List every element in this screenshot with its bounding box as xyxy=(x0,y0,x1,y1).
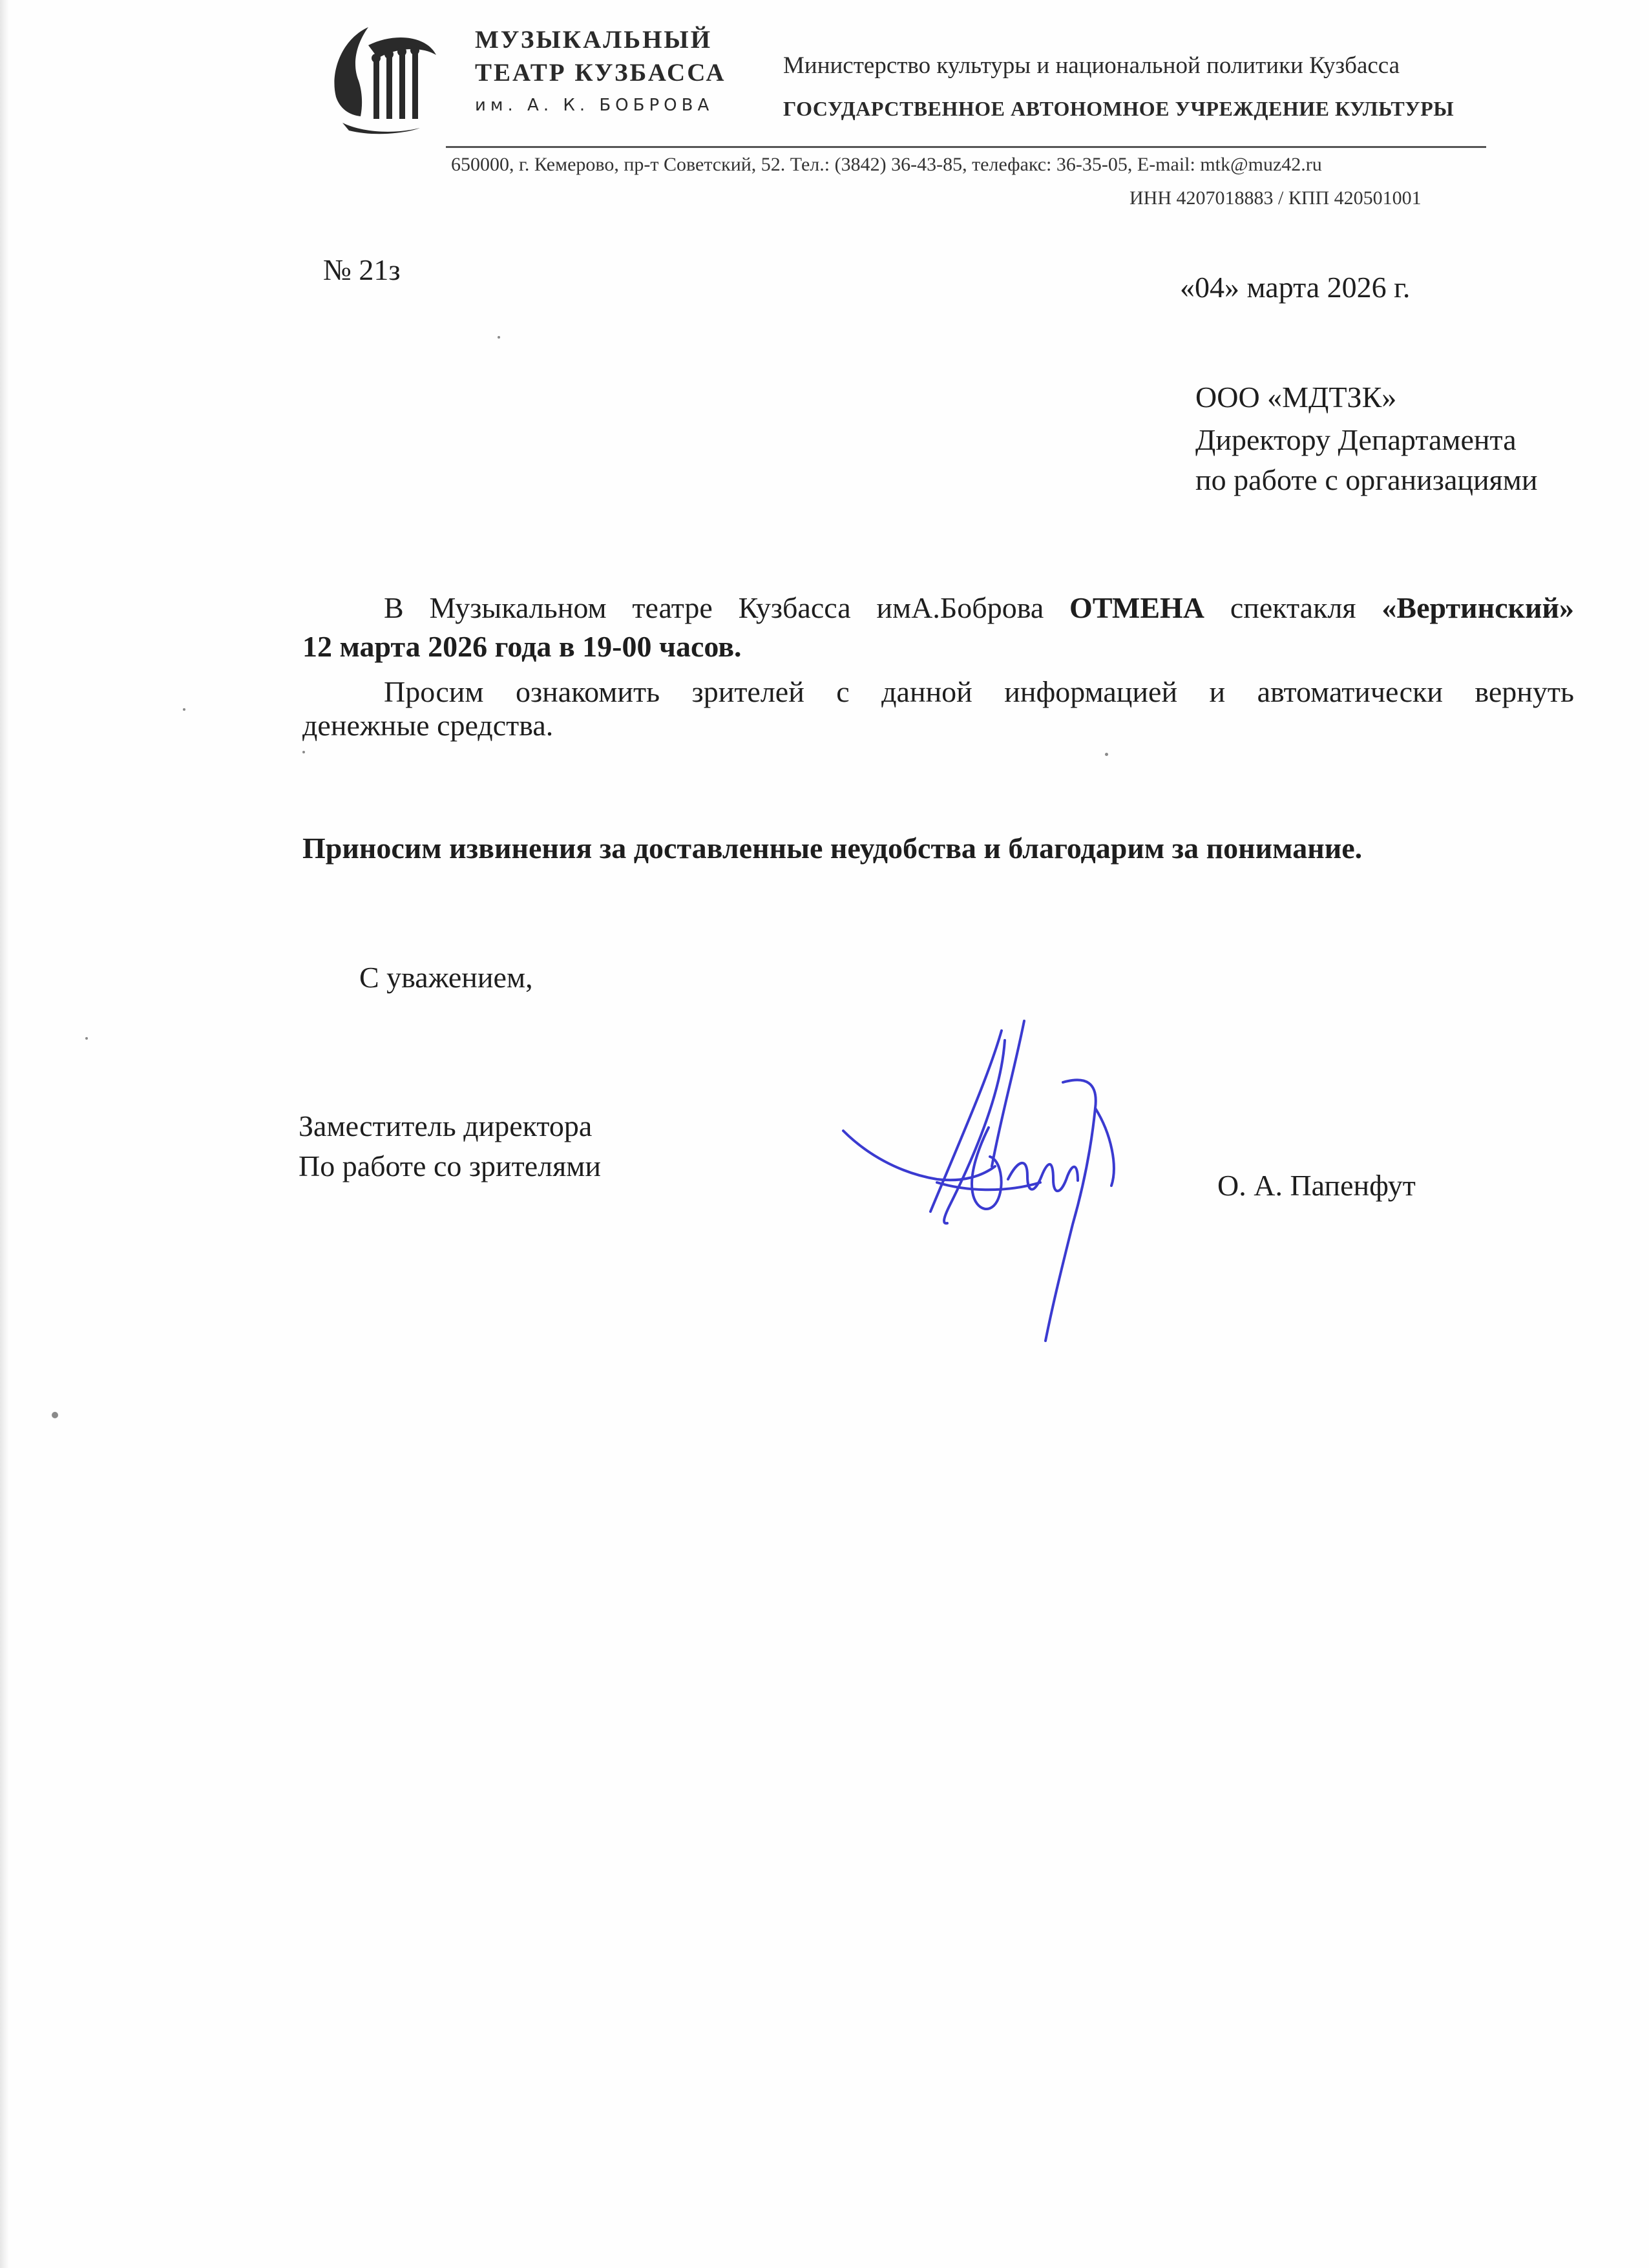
paragraph-text: В Музыкальном театре Кузбасса имА.Боброва xyxy=(384,591,1070,624)
logo-line-3: им. А. К. БОБРОВА xyxy=(475,96,714,115)
scan-edge xyxy=(0,0,9,2268)
theatre-logo-icon xyxy=(323,19,443,139)
scan-speck xyxy=(1105,753,1108,756)
scan-speck xyxy=(52,1412,58,1418)
theatre-logo-text xyxy=(475,27,726,114)
refund-request-continuation: денежные средства. xyxy=(302,709,554,742)
signer-name: О. А. Папенфут xyxy=(1217,1169,1416,1202)
signer-position-line-1: Заместитель директора xyxy=(299,1109,593,1142)
logo-line-1: МУЗЫКАЛЬНЫЙ xyxy=(475,26,713,54)
institution-type: ГОСУДАРСТВЕННОЕ АВТОНОМНОЕ УЧРЕЖДЕНИЕ КУЛЬТУРЫ xyxy=(783,97,1455,120)
refund-request-paragraph: Просим ознакомить зрителей с данной информацией и автоматически вернуть xyxy=(384,675,1574,708)
show-datetime: 12 марта 2026 года в 19-00 часов. xyxy=(302,630,742,663)
addressee-title: Директору Департамента xyxy=(1195,423,1517,456)
scan-speck xyxy=(85,1037,88,1040)
logo-line-2: ТЕАТР КУЗБАССА xyxy=(475,59,726,87)
header-divider xyxy=(446,146,1486,148)
signer-position-line-2: По работе со зрителями xyxy=(299,1150,602,1182)
paragraph-text: спектакля xyxy=(1204,591,1382,624)
scan-speck xyxy=(498,336,500,339)
addressee-department: по работе с организациями xyxy=(1195,463,1538,496)
scan-speck xyxy=(302,751,305,753)
show-title: «Вертинский» xyxy=(1381,591,1574,624)
cancellation-word: ОТМЕНА xyxy=(1069,591,1205,624)
handwritten-signature xyxy=(840,1018,1144,1350)
closing-salutation: С уважением, xyxy=(359,961,533,994)
letter-date: «04» марта 2026 г. xyxy=(1180,271,1411,304)
cancellation-paragraph xyxy=(302,593,1574,623)
contact-address: 650000, г. Кемерово, пр-т Советский, 52. Тел.: (3842) 36-43-85, телефакс: 36-35-05, E-mail: mtk@muz42.ru xyxy=(451,154,1322,175)
apology-line: Приносим извинения за доставленные неудобства и благодарим за понимание. xyxy=(302,832,1363,865)
tax-ids: ИНН 4207018883 / КПП 420501001 xyxy=(1129,187,1422,209)
outgoing-number: № 21з xyxy=(323,253,401,286)
ministry-name: Министерство культуры и национальной политики Кузбасса xyxy=(783,52,1400,79)
scan-speck xyxy=(183,708,185,711)
addressee-org: ООО «МДТЗК» xyxy=(1195,381,1397,414)
